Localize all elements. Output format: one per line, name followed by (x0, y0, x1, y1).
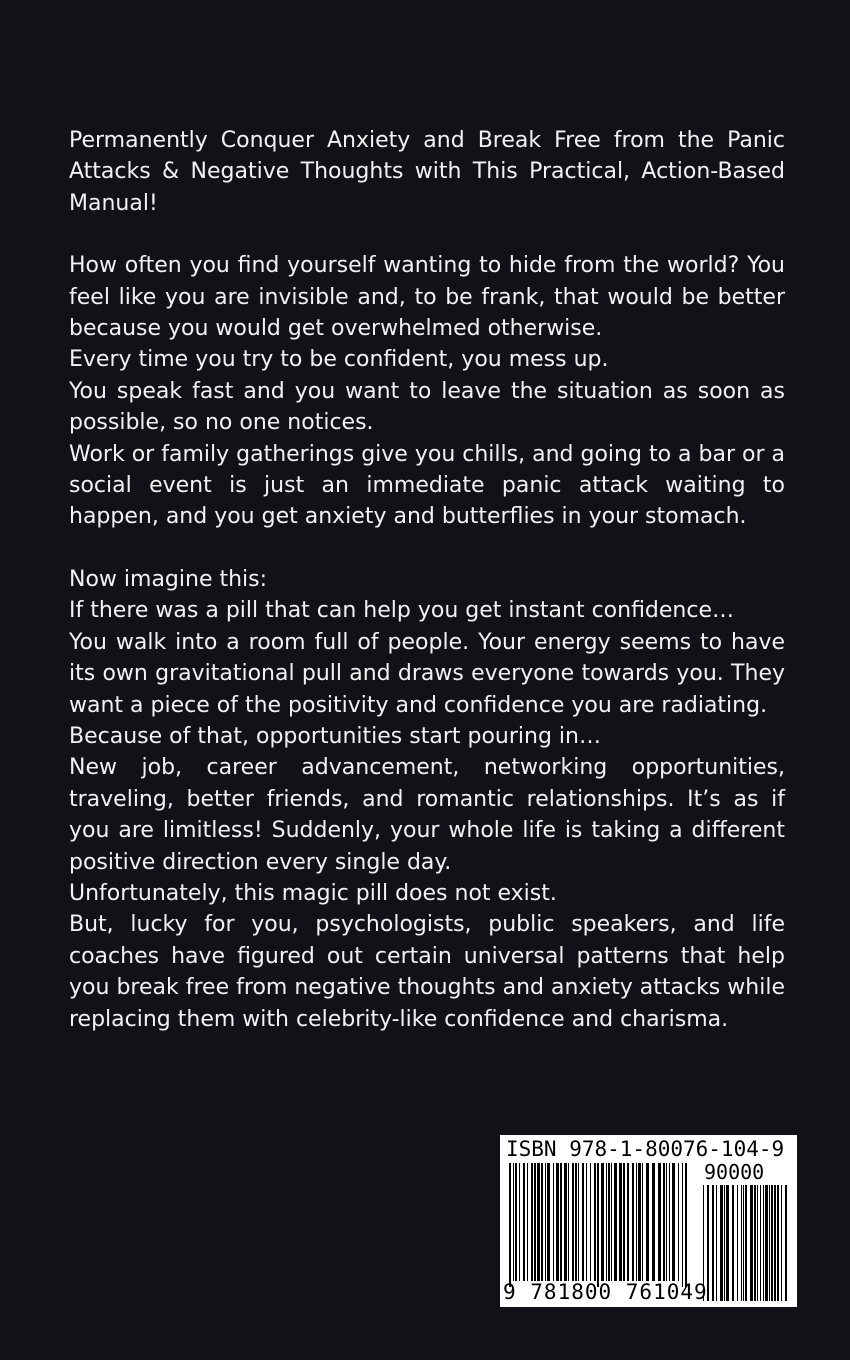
price-code: 90000 (704, 1160, 765, 1184)
barcode-bar (531, 1163, 533, 1281)
ean-digits: 9 781800 761049 (503, 1280, 708, 1304)
barcode-bar (785, 1185, 787, 1301)
barcode-bar (575, 1163, 577, 1281)
barcode-bar (523, 1163, 525, 1281)
barcode-bar (515, 1163, 517, 1281)
barcode-bar (685, 1163, 687, 1287)
barcode-bar (765, 1185, 768, 1301)
barcode-bar (754, 1185, 756, 1301)
barcode-bar (560, 1163, 562, 1281)
barcode-bar (568, 1163, 569, 1281)
barcode-bar (519, 1163, 520, 1281)
paragraph-spacer (69, 533, 785, 564)
barcode-bar (638, 1163, 641, 1281)
barcode-bar (741, 1185, 742, 1301)
blurb-headline: Permanently Conquer Anxiety and Break Free from the Panic Attacks & Negative Thoughts with This Practical, Action-Based Manual! (69, 128, 785, 216)
blurb-paragraph: Work or family gatherings give you chills, and going to a bar or a social event is just an immediate panic attack waiting to happen, and you get anxiety and butterflies in your stomach. (69, 441, 785, 530)
barcode-bar (636, 1163, 637, 1281)
blurb-paragraph: Now imagine this: (69, 566, 268, 592)
barcode-bar (658, 1163, 661, 1281)
blurb-paragraph: Every time you try to be confident, you mess up. (69, 347, 609, 373)
barcode-bar (652, 1163, 655, 1281)
barcode-bar (572, 1163, 574, 1281)
barcode-bar (590, 1163, 591, 1281)
barcode-bar (537, 1163, 540, 1281)
barcode-bar (582, 1163, 584, 1281)
barcode-bar (769, 1185, 770, 1301)
barcode-bar (614, 1163, 617, 1281)
barcode-bar (556, 1163, 559, 1281)
barcode-bar (545, 1163, 546, 1281)
barcode-bar (564, 1163, 567, 1281)
barcode-bar (781, 1185, 782, 1301)
barcode-bar (777, 1185, 779, 1301)
barcode-bar (757, 1185, 758, 1301)
barcode-bar (578, 1163, 579, 1281)
barcode-bar (594, 1163, 596, 1281)
barcode-bar (666, 1163, 667, 1281)
barcode-bar (627, 1163, 629, 1281)
back-cover-blurb (69, 125, 785, 1035)
barcode-bar (720, 1185, 723, 1301)
blurb-paragraph: If there was a pill that can help you get instant confidence… (69, 598, 735, 624)
barcode-bar (771, 1185, 773, 1301)
barcode-bar (743, 1185, 744, 1301)
barcode-bar (541, 1163, 543, 1281)
barcode-bar (750, 1185, 753, 1301)
barcode-bar (672, 1163, 675, 1281)
blurb-paragraph: New job, career advancement, networking opportunities, traveling, better friends, and romantic relationships. It’s as if you are limitless! Suddenly, your whole life is taking a different positive direction every single day. (69, 755, 785, 875)
isbn-label: ISBN 978-1-80076-104-9 (506, 1137, 785, 1161)
barcode-bar (586, 1163, 587, 1281)
barcode-bar (606, 1163, 607, 1281)
barcode-bar (682, 1163, 683, 1287)
barcode-bar (611, 1163, 612, 1281)
blurb-paragraph: You walk into a room full of people. Your energy seems to have its own gravitational pull and draws everyone towards you. They want a piece of the positivity and confidence you are radiating. (69, 629, 785, 718)
blurb-paragraph: But, lucky for you, psychologists, public speakers, and life coaches have figured out certain universal patterns that help you break free from negative thoughts and anxiety attacks while replacing them with celebrity-like confidence and charisma. (69, 912, 785, 1032)
barcode-bar (527, 1163, 528, 1281)
barcode-bar (646, 1163, 649, 1281)
barcode-bar (513, 1163, 514, 1281)
blurb-paragraph: Because of that, opportunities start pouring in… (69, 723, 601, 749)
barcode-bar (745, 1185, 747, 1301)
barcode-bar (623, 1163, 625, 1281)
barcode-bar (763, 1185, 764, 1301)
barcode-bar (534, 1163, 536, 1281)
barcode-bar (597, 1163, 599, 1287)
paragraph-spacer (69, 219, 785, 250)
barcode-bar (726, 1185, 729, 1301)
barcode-bar (547, 1163, 550, 1281)
barcode-bar (732, 1185, 734, 1301)
barcode-bar (724, 1185, 725, 1301)
blurb-paragraph: How often you find yourself wanting to hide from the world? You feel like you are invisible and, to be frank, that would be better because you would get overwhelmed otherwise. (69, 253, 785, 342)
barcode-bar (774, 1185, 776, 1301)
barcode-bar (642, 1163, 643, 1281)
barcode-bar (678, 1163, 679, 1281)
isbn-barcode (500, 1135, 797, 1307)
barcode-bar (619, 1163, 622, 1281)
barcode-bar (509, 1163, 511, 1287)
barcode-bar (601, 1163, 604, 1281)
barcode-bar (712, 1185, 714, 1301)
barcode-bar (669, 1163, 670, 1281)
barcode-bar (608, 1163, 610, 1281)
barcode-bar (716, 1185, 717, 1301)
barcode-bar (737, 1185, 738, 1301)
barcode-bar (553, 1163, 554, 1281)
barcode-bar (632, 1163, 634, 1281)
blurb-paragraph: Unfortunately, this magic pill does not exist. (69, 880, 557, 906)
blurb-paragraph: You speak fast and you want to leave the situation as soon as possible, so no one notices. (69, 378, 785, 436)
barcode-bar (760, 1185, 761, 1301)
barcode-bar (663, 1163, 665, 1281)
